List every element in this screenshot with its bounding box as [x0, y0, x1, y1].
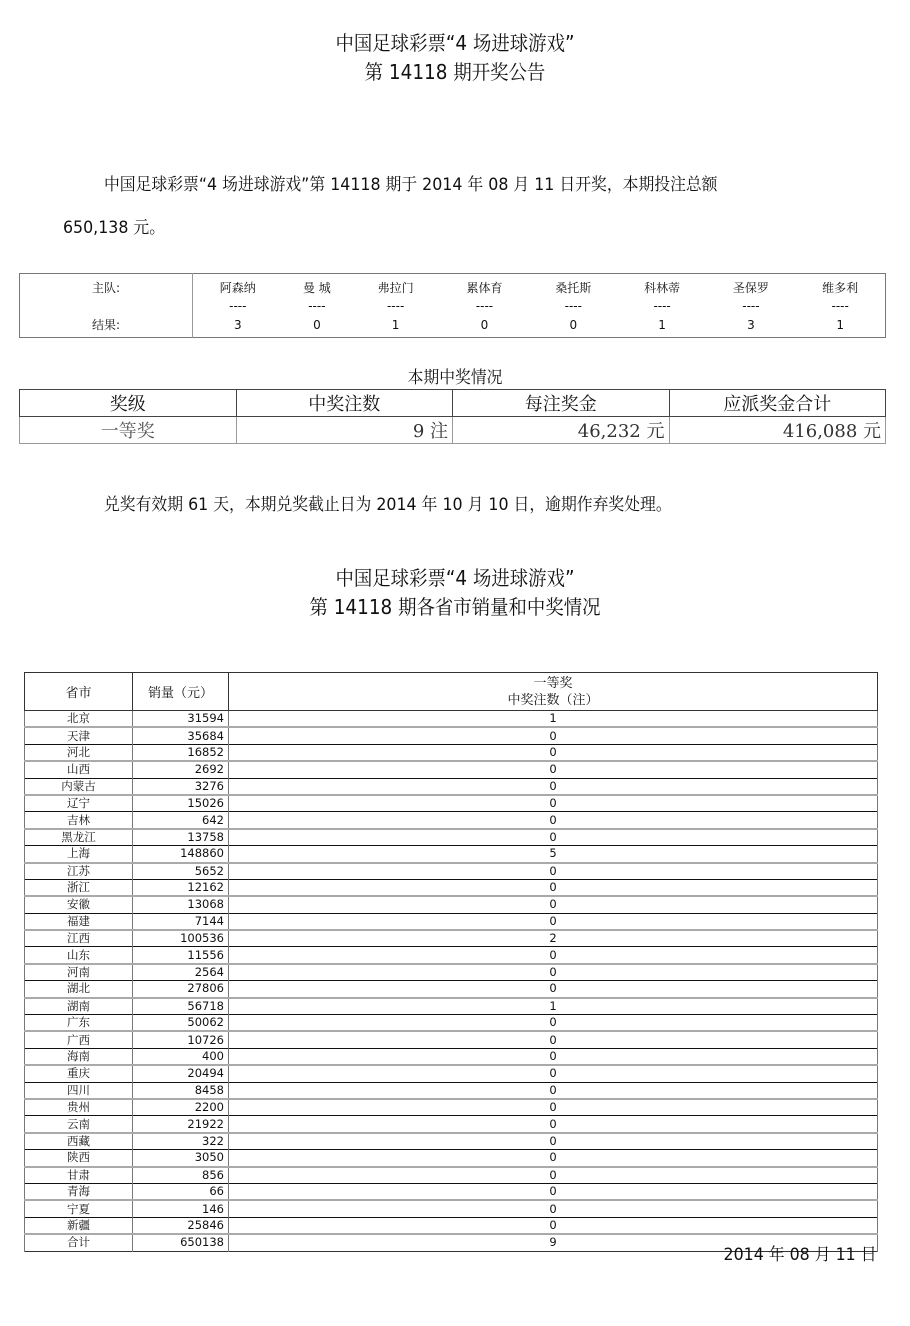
table-row	[25, 1065, 878, 1082]
prize-header-level: 奖级	[20, 390, 237, 417]
validity-note: 兑奖有效期 61 天，本期兑奖截止日为 2014 年 10 月 10 日，逾期作弃奖处理。	[104, 495, 672, 515]
table-row	[25, 812, 878, 829]
province-name: 海南	[25, 1048, 133, 1065]
separator: ----	[308, 299, 326, 313]
province-wins: 0	[229, 879, 878, 896]
province-wins: 0	[229, 1082, 878, 1099]
table-row	[25, 879, 878, 896]
province-wins: 0	[229, 1048, 878, 1065]
team-name: 圣保罗	[732, 280, 769, 295]
total-payout: 416,088 元	[669, 417, 886, 444]
province-name: 上海	[25, 846, 133, 863]
home-team-label: 主队:	[20, 274, 193, 301]
province-name: 北京	[25, 711, 133, 728]
table-row	[25, 1150, 878, 1167]
match-result: 3	[747, 317, 755, 332]
province-name: 合计	[25, 1234, 133, 1251]
province-name: 天津	[25, 727, 133, 744]
province-sales: 12162	[133, 879, 229, 896]
match-result: 1	[391, 317, 400, 332]
province-name: 青海	[25, 1183, 133, 1200]
team-name: 曼 城	[302, 280, 331, 295]
province-sales: 3050	[133, 1150, 229, 1167]
province-wins: 0	[229, 761, 878, 778]
table-row	[25, 1200, 878, 1217]
table-row	[25, 1116, 878, 1133]
table-row	[25, 981, 878, 998]
announcement-subtitle: 第 14118 期开奖公告	[364, 60, 546, 84]
province-wins: 0	[229, 1150, 878, 1167]
table-row	[25, 829, 878, 846]
province-name: 安徽	[25, 896, 133, 913]
table-row	[25, 1015, 878, 1032]
province-sales: 56718	[133, 998, 229, 1015]
header-province: 省市	[25, 673, 133, 711]
province-name: 湖北	[25, 981, 133, 998]
province-sales: 21922	[133, 1116, 229, 1133]
province-name: 广东	[25, 1015, 133, 1032]
province-name: 云南	[25, 1116, 133, 1133]
prize-header-per-bet: 每注奖金	[453, 390, 670, 417]
table-row	[25, 947, 878, 964]
table-row	[25, 778, 878, 795]
prize-section-title: 本期中奖情况	[407, 368, 503, 388]
province-wins: 0	[229, 947, 878, 964]
team-name: 弗拉门	[377, 280, 414, 295]
table-row	[25, 761, 878, 778]
province-sales-table	[24, 672, 878, 1252]
province-sales: 5652	[133, 863, 229, 880]
prize-header-total: 应派奖金合计	[669, 390, 886, 417]
province-sales: 16852	[133, 744, 229, 761]
header-first-prize	[229, 673, 878, 711]
table-row	[25, 1133, 878, 1150]
province-wins: 0	[229, 1116, 878, 1133]
table-row	[25, 896, 878, 913]
table-row	[25, 711, 878, 728]
table-row	[25, 727, 878, 744]
province-sales: 2564	[133, 964, 229, 981]
province-sales: 27806	[133, 981, 229, 998]
province-sales: 20494	[133, 1065, 229, 1082]
table-row	[25, 998, 878, 1015]
province-wins: 0	[229, 795, 878, 812]
province-wins: 2	[229, 930, 878, 947]
province-wins: 0	[229, 1200, 878, 1217]
match-results-table	[19, 273, 886, 338]
province-name: 山东	[25, 947, 133, 964]
footer-date: 2014 年 08 月 11 日	[723, 1245, 877, 1265]
team-name: 维多利	[822, 280, 859, 295]
province-wins: 0	[229, 1031, 878, 1048]
prize-table	[19, 389, 886, 444]
province-sales: 322	[133, 1133, 229, 1150]
province-wins: 0	[229, 1183, 878, 1200]
table-row	[25, 1031, 878, 1048]
match-result: 0	[569, 317, 578, 332]
separator: ----	[475, 299, 494, 313]
intro-line-1: 中国足球彩票“4 场进球游戏”第 14118 期于 2014 年 08 月 11 日开奖，本期投注总额	[104, 175, 718, 195]
header-prize-level: 一等奖	[533, 675, 573, 691]
province-sales: 400	[133, 1048, 229, 1065]
province-sales: 2692	[133, 761, 229, 778]
table-row	[25, 846, 878, 863]
province-sales: 35684	[133, 727, 229, 744]
table-row	[25, 930, 878, 947]
province-wins: 0	[229, 812, 878, 829]
table-row	[25, 1183, 878, 1200]
province-wins: 1	[229, 711, 878, 728]
province-name: 陕西	[25, 1150, 133, 1167]
team-name: 累体育	[466, 280, 503, 295]
province-name: 宁夏	[25, 1200, 133, 1217]
province-sales: 642	[133, 812, 229, 829]
province-name: 黑龙江	[25, 829, 133, 846]
team-name: 桑托斯	[555, 280, 592, 295]
province-wins: 0	[229, 1167, 878, 1184]
province-wins: 0	[229, 727, 878, 744]
table-row	[25, 1099, 878, 1116]
province-sales: 50062	[133, 1015, 229, 1032]
province-rows	[25, 711, 878, 1252]
table-row	[25, 913, 878, 930]
province-wins: 0	[229, 1099, 878, 1116]
province-name: 浙江	[25, 879, 133, 896]
province-wins: 0	[229, 778, 878, 795]
announcement-title: 中国足球彩票“4 场进球游戏”	[335, 31, 575, 55]
separator: ----	[386, 299, 405, 313]
province-name: 甘肃	[25, 1167, 133, 1184]
separator: ----	[653, 299, 671, 313]
province-name: 河北	[25, 744, 133, 761]
province-section-subtitle: 第 14118 期各省市销量和中奖情况	[309, 595, 601, 619]
table-row	[25, 795, 878, 812]
province-name: 内蒙古	[25, 778, 133, 795]
separator: ----	[229, 299, 247, 313]
province-wins: 0	[229, 744, 878, 761]
province-sales: 148860	[133, 846, 229, 863]
province-wins: 0	[229, 1217, 878, 1234]
table-row	[25, 744, 878, 761]
province-sales: 11556	[133, 947, 229, 964]
province-sales: 31594	[133, 711, 229, 728]
province-name: 江西	[25, 930, 133, 947]
province-sales: 13068	[133, 896, 229, 913]
province-name: 贵州	[25, 1099, 133, 1116]
province-sales: 2200	[133, 1099, 229, 1116]
prize-header-count: 中奖注数	[236, 390, 453, 417]
province-sales: 25846	[133, 1217, 229, 1234]
province-sales: 66	[133, 1183, 229, 1200]
province-wins: 0	[229, 981, 878, 998]
header-prize-count: 中奖注数（注）	[507, 692, 599, 708]
province-sales: 146	[133, 1200, 229, 1217]
province-wins: 9	[229, 1234, 878, 1251]
province-name: 福建	[25, 913, 133, 930]
result-label: 结果:	[20, 312, 193, 338]
prize-level: 一等奖	[20, 417, 237, 444]
province-section-title: 中国足球彩票“4 场进球游戏”	[335, 566, 575, 590]
province-name: 四川	[25, 1082, 133, 1099]
intro-line-2: 650,138 元。	[63, 218, 166, 238]
table-row	[25, 1048, 878, 1065]
province-sales: 13758	[133, 829, 229, 846]
match-result: 3	[233, 317, 242, 332]
province-wins: 0	[229, 1065, 878, 1082]
separator: ----	[742, 299, 760, 313]
province-wins: 1	[229, 998, 878, 1015]
header-sales: 销量（元）	[133, 673, 229, 711]
province-sales: 3276	[133, 778, 229, 795]
province-name: 河南	[25, 964, 133, 981]
table-row	[25, 863, 878, 880]
per-bet-amount: 46,232 元	[453, 417, 670, 444]
table-row	[25, 964, 878, 981]
province-wins: 5	[229, 846, 878, 863]
province-wins: 0	[229, 964, 878, 981]
prize-row	[20, 417, 886, 444]
province-wins: 0	[229, 896, 878, 913]
match-result: 1	[658, 317, 666, 332]
province-sales: 10726	[133, 1031, 229, 1048]
team-name: 科林蒂	[644, 280, 681, 295]
province-name: 吉林	[25, 812, 133, 829]
province-name: 江苏	[25, 863, 133, 880]
table-row	[25, 1217, 878, 1234]
table-row	[25, 1167, 878, 1184]
province-sales: 650138	[133, 1234, 229, 1251]
winning-count: 9 注	[236, 417, 453, 444]
table-row	[25, 1082, 878, 1099]
province-name: 重庆	[25, 1065, 133, 1082]
province-sales: 8458	[133, 1082, 229, 1099]
province-name: 山西	[25, 761, 133, 778]
province-sales: 7144	[133, 913, 229, 930]
province-wins: 0	[229, 913, 878, 930]
province-name: 西藏	[25, 1133, 133, 1150]
province-sales: 856	[133, 1167, 229, 1184]
match-result: 0	[313, 317, 321, 332]
empty-cell	[20, 300, 193, 312]
separator: ----	[831, 299, 849, 313]
province-name: 新疆	[25, 1217, 133, 1234]
match-result: 1	[836, 317, 844, 332]
province-sales: 15026	[133, 795, 229, 812]
province-name: 湖南	[25, 998, 133, 1015]
province-wins: 0	[229, 829, 878, 846]
team-name: 阿森纳	[219, 280, 256, 295]
province-name: 辽宁	[25, 795, 133, 812]
province-wins: 0	[229, 1133, 878, 1150]
province-wins: 0	[229, 1015, 878, 1032]
province-name: 广西	[25, 1031, 133, 1048]
province-sales: 100536	[133, 930, 229, 947]
province-wins: 0	[229, 863, 878, 880]
separator: ----	[564, 299, 582, 313]
match-result: 0	[480, 317, 489, 332]
